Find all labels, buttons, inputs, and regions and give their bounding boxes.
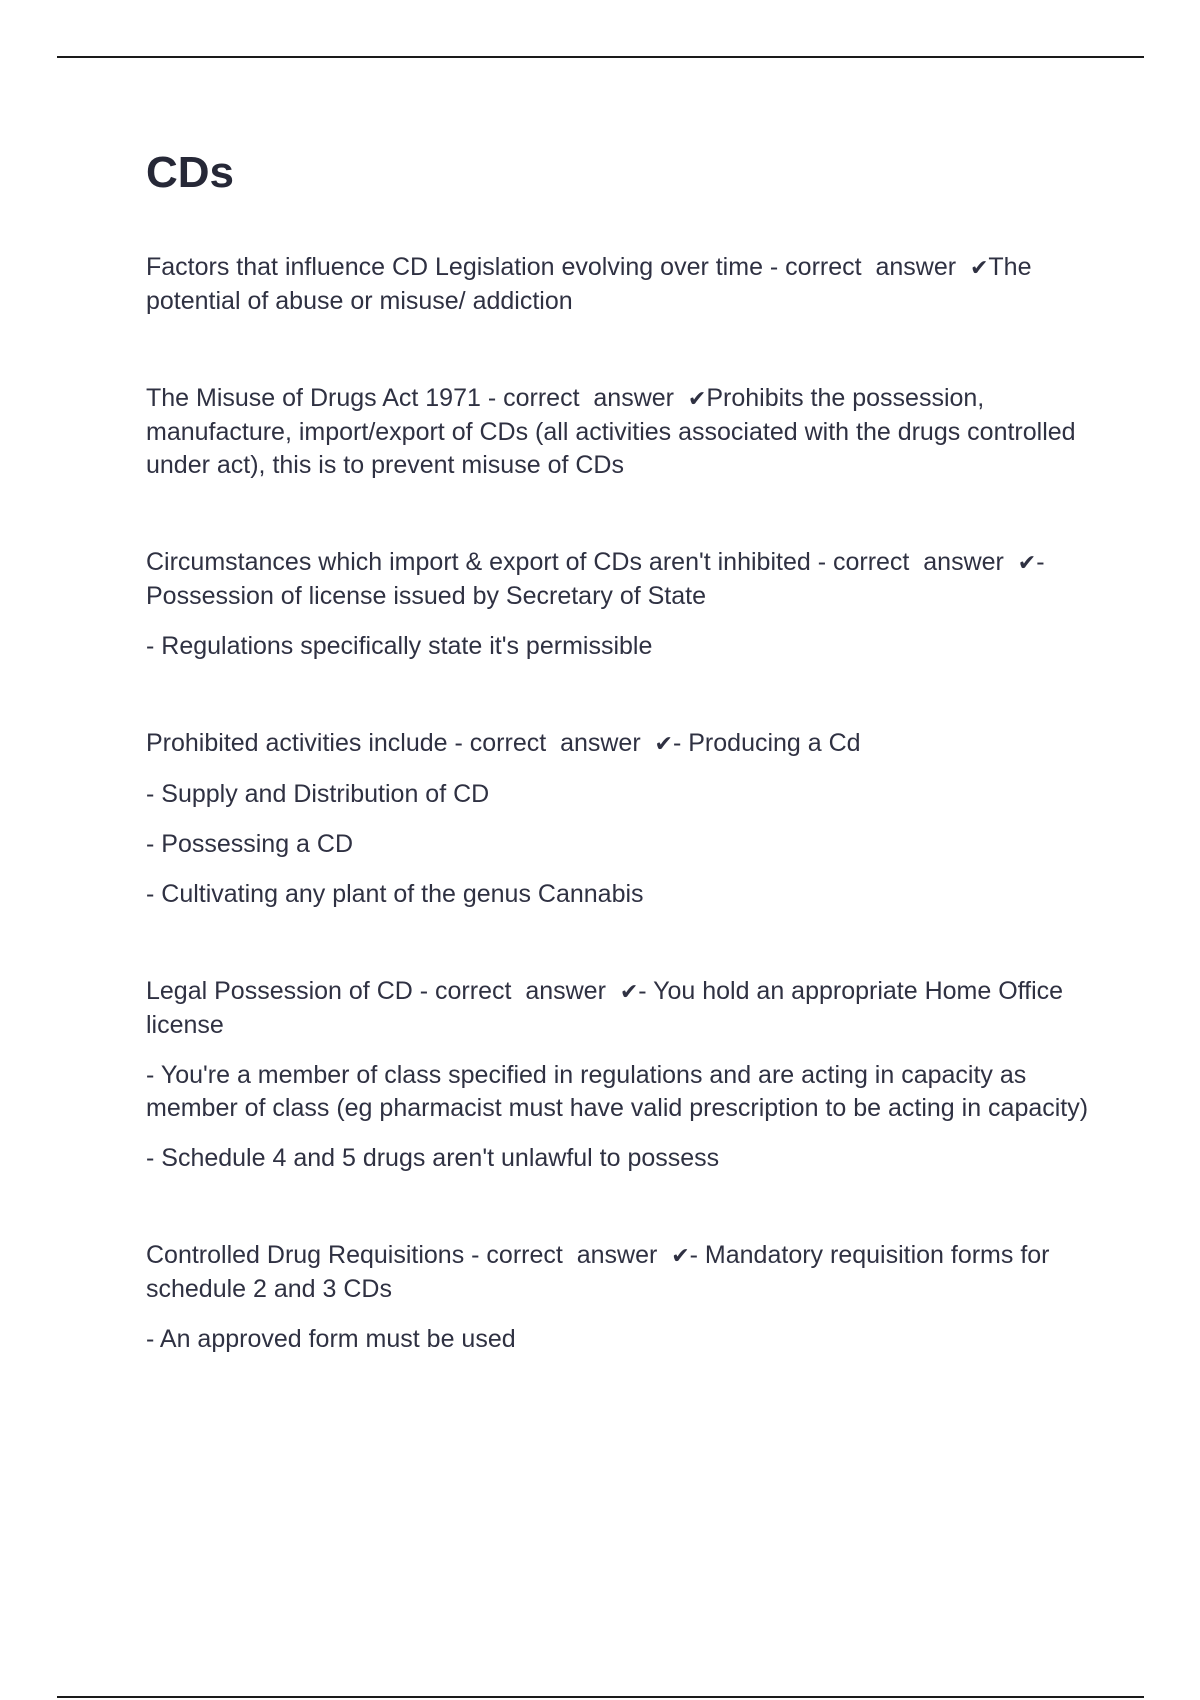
flashcard-answer: - Producing a Cd [672,729,861,757]
flashcard-question-line [146,251,1091,318]
flashcard-answer-item: - Schedule 4 and 5 drugs aren't unlawful to possess [146,1144,720,1172]
check-icon: ✔ [687,387,707,412]
check-icon: ✔ [1017,551,1037,576]
flashcard-answer-item: - An approved form must be used [146,1325,516,1353]
flashcard-2 [146,382,1091,482]
flashcard-answer: - You hold an appropriate Home Office license [146,977,1071,1039]
flashcard-answer-item: - Regulations specifically state it's permissible [146,632,653,660]
check-icon: ✔ [654,732,673,757]
flashcard-1 [146,251,1091,318]
flashcard-answer: The potential of abuse or misuse/ addiction [146,253,1039,315]
flashcard-question: Prohibited activities include - correct answer [146,729,655,757]
flashcard-6 [146,1239,1091,1356]
bottom-rule [57,1696,1144,1698]
flashcard-question: Factors that influence CD Legislation evolving over time - correct answer [146,253,970,281]
flashcard-3 [146,546,1091,663]
flashcard-answer-item: - Possessing a CD [146,830,354,858]
flashcard-question-line [146,382,1091,482]
flashcard-answer-item: - Supply and Distribution of CD [146,780,490,808]
flashcard-question: Controlled Drug Requisitions - correct answer [146,1241,672,1269]
flashcard-question: The Misuse of Drugs Act 1971 - correct answer [146,384,688,412]
page-title: CDs [146,148,235,197]
flashcard-4 [146,727,1091,911]
flashcard-answer: - Mandatory requisition forms for schedule 2 and 3 CDs [146,1241,1057,1303]
flashcard-question-line [146,546,1091,613]
flashcard-question: Circumstances which import & export of CDs aren't inhibited - correct answer [146,548,1018,576]
flashcard-question-line [146,727,1091,761]
check-icon: ✔ [619,980,639,1005]
flashcard-answer-item: - You're a member of class specified in regulations and are acting in capacity as member of class (eg pharmacist must have valid prescription to be acting in capacity) [146,1061,1089,1122]
flashcard-answer-item: - Cultivating any plant of the genus Cannabis [146,880,644,908]
flashcard-question-line [146,1239,1091,1306]
check-icon: ✔ [969,256,989,281]
check-icon: ✔ [671,1244,690,1269]
flashcard-answer: Prohibits the possession, manufacture, import/export of CDs (all activities associated with the drugs controlled under act), this is to prevent misuse of CDs [146,384,1083,479]
top-rule [57,56,1144,58]
flashcard-list [146,251,1091,1356]
flashcard-5 [146,975,1091,1175]
flashcard-question: Legal Possession of CD - correct answer [146,977,620,1005]
flashcard-question-line [146,975,1091,1042]
flashcard-answer: - Possession of license issued by Secretary of State [146,548,1052,610]
